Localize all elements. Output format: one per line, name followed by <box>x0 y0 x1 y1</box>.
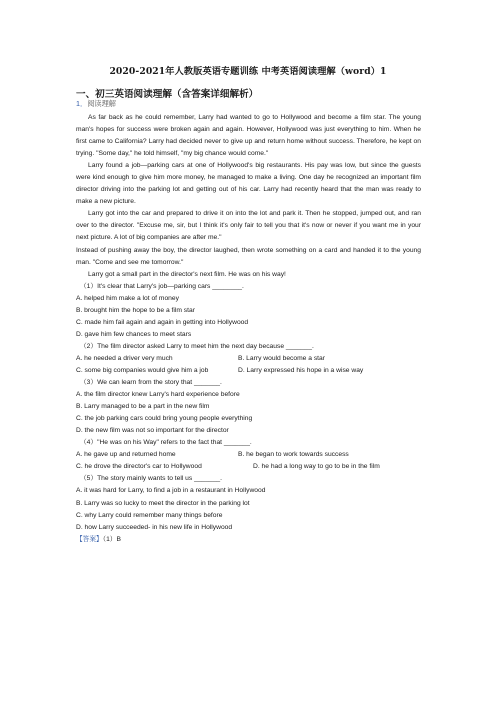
section-heading: 一、初三英语阅读理解（含答案详细解析） <box>76 89 259 100</box>
option: B. Larry was so lucky to meet the director in the parking lot <box>76 499 250 507</box>
option: A. the film director knew Larry's hard experience before <box>76 391 240 399</box>
option: A. he gave up and returned home <box>76 451 176 459</box>
option: A. helped him make a lot of money <box>76 294 179 302</box>
question-stem: （3）We can learn from the story that _______. <box>80 379 222 387</box>
passage-paragraph: As far back as he could remember, Larry had wanted to go to Hollywood and become a film star. The young man's hopes for success were broken again and again. However, Hollywood was just everything to him. When he first came to California? Larry had decided never to give up and return home without success. Therefore, he kept on trying. "Some day," he told himself, "my big chance would come." <box>76 114 421 158</box>
question-stem: （4）"He was on his Way" refers to the fact that _______. <box>80 439 252 447</box>
answer-tag: 【答案】 <box>76 535 103 543</box>
option: B. Larry would become a star <box>238 354 325 362</box>
option-row <box>76 449 421 461</box>
option: D. the new film was not so important for the director <box>76 427 229 435</box>
option: D. Larry expressed his hope in a wise way <box>238 366 364 374</box>
passage-paragraph: Instead of pushing away the boy, the director laughed, then wrote something on a card and handed it to the young man. "Come and see me tomorrow." <box>76 246 421 266</box>
passage-paragraph: Larry found a job—parking cars at one of Hollywood's big restaurants. His pay was low, but since the guests were kind enough to give him more money, he managed to make a living. One day he recognized an important film director driving into the parking lot and getting out of his car. Larry had recently heard that the man was ready to make a new picture. <box>76 162 421 206</box>
answer-text: （1）B <box>102 535 121 543</box>
answer-line <box>76 534 421 546</box>
passage-and-questions <box>76 112 421 546</box>
passage-paragraph: Larry got into the car and prepared to drive it on into the lot and park it. Then he stopped, jumped out, and ran over to the director. "Excuse me, sir, but I think it's only fair to tell you that it's now or never if you want me in your next picture. A lot of big companies are after me." <box>76 210 421 242</box>
option: C. the job parking cars could bring young people everything <box>76 415 253 423</box>
question-stem: （1）It's clear that Larry's job—parking cars ________. <box>80 282 244 290</box>
question-stem: （2）The film director asked Larry to meet him the next day because _______. <box>80 342 314 350</box>
document-title: 2020-2021年人教版英语专题训练 中考英语阅读理解（word）1 <box>109 66 387 77</box>
option: C. made him fail again and again in getting into Hollywood <box>76 318 249 326</box>
option: D. gave him few chances to meet stars <box>76 330 192 338</box>
option: C. he drove the director's car to Hollywood <box>76 463 202 471</box>
option: A. it was hard for Larry, to find a job in a restaurant in Hollywood <box>76 487 266 495</box>
question-stem: （5）The story mainly wants to tell us _______. <box>80 475 222 483</box>
option: C. why Larry could remember many things before <box>76 511 223 519</box>
option: B. he began to work towards success <box>238 451 349 459</box>
option-row <box>76 365 421 377</box>
option-row <box>76 353 421 365</box>
option: A. he needed a driver very much <box>76 354 173 362</box>
question-heading <box>76 99 116 109</box>
option: D. he had a long way to go to be in the film <box>253 463 380 471</box>
question-number: 1． <box>76 99 88 108</box>
passage-paragraph: Larry got a small part in the director's next film. He was on his way! <box>88 270 286 278</box>
option: C. some big companies would give him a job <box>76 366 209 374</box>
question-type-label: 阅读理解 <box>87 99 116 108</box>
option: B. Larry managed to be a part in the new film <box>76 403 210 411</box>
option-row <box>76 461 421 473</box>
option: D. how Larry succeeded- in his new life in Hollywood <box>76 523 233 531</box>
option: B. brought him the hope to be a film star <box>76 306 195 314</box>
